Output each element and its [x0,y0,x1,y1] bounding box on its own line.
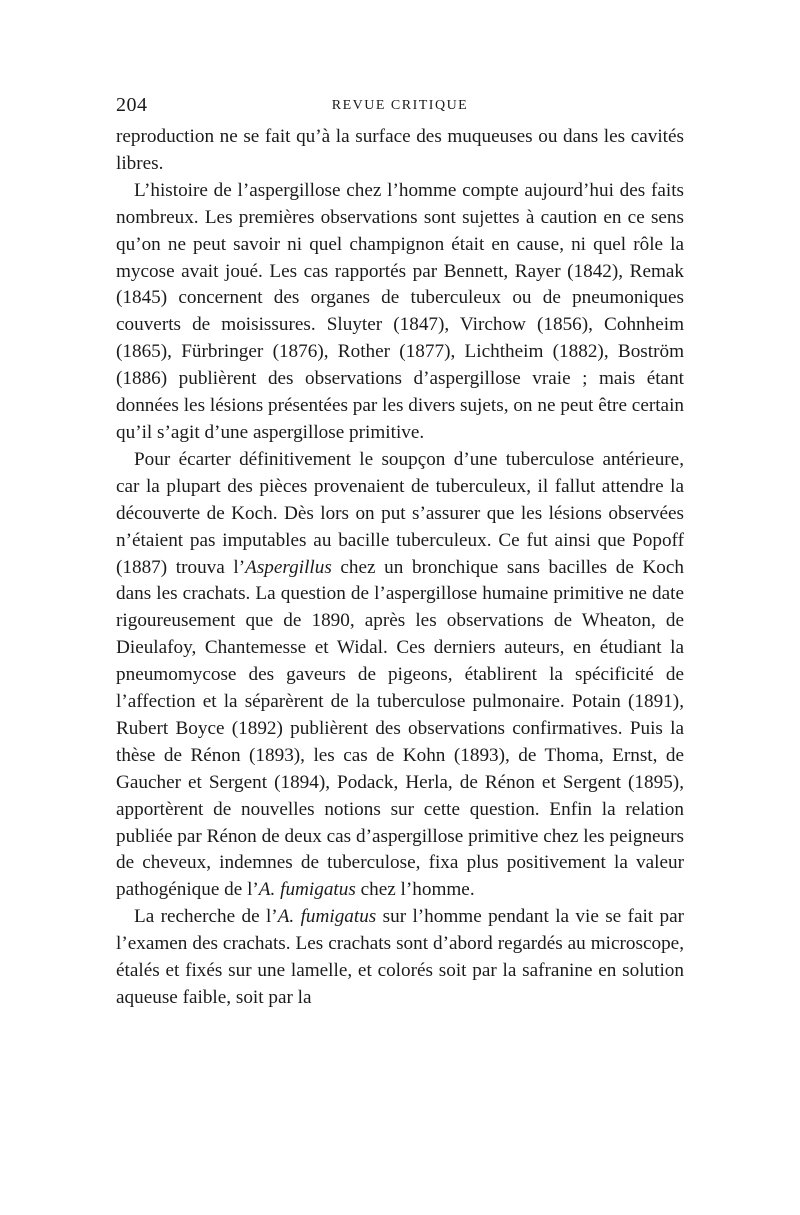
italic-term: Aspergillus [245,556,332,578]
text-segment: chez un bronchique sans bacilles de Koch dans les crachats. La question de l’aspergillose humaine primitive ne date rigoureusement que de 1890, après les observations de Wheaton, de Dieulafoy, Chantemesse et Widal. Ces derniers auteurs, en étudiant la pneumomycose des gaveurs de pigeons, établirent la spécificité de l’affection et la séparèrent de la tuberculose pulmonaire. Potain (1891), Rubert Boyce (1892) publièrent des observations confirmatives. Puis la thèse de Rénon (1893), les cas de Kohn (1893), de Thoma, Ernst, de Gaucher et Sergent (1894), Podack, Herla, de Rénon et Sergent (1895), apportèrent de nouvelles notions sur cette question. Enfin la relation publiée par Rénon de deux cas d’aspergillose primitive chez les peigneurs de cheveux, indemnes de tuberculose, fixa plus positivement la valeur pathogénique de l’ [116,556,684,901]
text-segment: reproduction ne se fait qu’à la surface des muqueuses ou dans les cavités libres. [116,126,684,174]
text-segment: La recherche de l’ [134,906,278,928]
running-head: REVUE CRITIQUE [331,98,469,113]
italic-term: A. fumigatus [277,906,377,928]
paragraph [116,904,684,1012]
paragraph [116,178,684,447]
document-page [116,94,684,1012]
page-number: 204 [116,94,148,116]
text-segment: Pour écarter définitivement le soupçon d’une tuberculose antérieure, car la plupart des pièces provenaient de tuberculeux, il fallut attendre la découverte de Koch. Dès lors on put s’assurer que les lésions observées n’étaient pas imputables au bacille tuberculeux. Ce fut ainsi que Popoff (1887) trouva l’ [116,448,684,578]
paragraph [116,447,684,904]
paragraph [116,124,684,178]
page-header [116,94,684,122]
text-segment: chez l’homme. [355,879,475,901]
text-segment: sur l’homme pendant la vie se fait par l’examen des crachats. Les crachats sont d’abord regardés au microscope, étalés et fixés sur une lamelle, et colorés soit par la safranine en solution aqueuse faible, soit par la [116,906,684,1008]
text-segment: L’histoire de l’aspergillose chez l’homme compte aujourd’hui des faits nombreux. Les premières observations sont sujettes à caution en ce sens qu’on ne peut savoir ni quel champignon était en cause, ni quel rôle la mycose avait joué. Les cas rapportés par Bennett, Rayer (1842), Remak (1845) concernent des organes de tuberculeux ou de pneumoniques couverts de moisissures. Sluyter (1847), Virchow (1856), Cohnheim (1865), Fürbringer (1876), Rother (1877), Lichtheim (1882), Boström (1886) publièrent des observations d’aspergillose vraie ; mais étant données les lésions présentées par les divers sujets, on ne peut être certain qu’il s’agit d’une aspergillose primitive. [116,179,684,443]
body-text [116,124,684,1012]
italic-term: A. fumigatus [258,879,356,901]
